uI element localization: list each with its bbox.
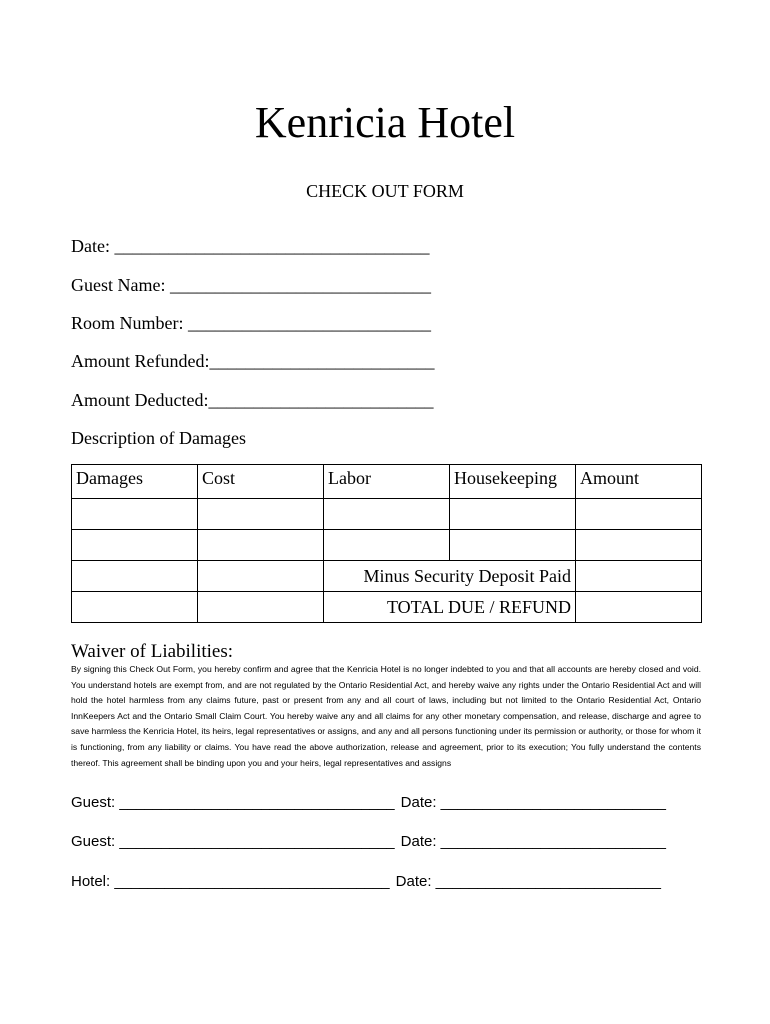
table-cell[interactable] <box>198 499 324 530</box>
signature-label: Guest: <box>71 833 116 850</box>
damages-table <box>71 464 702 623</box>
table-row <box>72 530 702 561</box>
table-cell[interactable] <box>324 499 450 530</box>
form-title: CHECK OUT FORM <box>306 181 464 201</box>
total-due-amount-cell[interactable] <box>576 592 702 623</box>
table-cell[interactable] <box>450 499 576 530</box>
room-number-field[interactable] <box>71 312 431 334</box>
signature-date-line: ___________________________ <box>436 794 666 811</box>
room-number-line: ___________________________ <box>183 313 431 333</box>
column-header-labor: Labor <box>324 465 450 499</box>
hotel-name-title: Kenricia Hotel <box>254 98 516 147</box>
column-header-amount: Amount <box>576 465 702 499</box>
guest-signature-row-2[interactable] <box>71 832 666 852</box>
signature-label: Guest: <box>71 794 116 811</box>
amount-refunded-field[interactable] <box>71 350 434 372</box>
table-cell[interactable] <box>450 530 576 561</box>
guest-name-line: _____________________________ <box>165 275 431 295</box>
signature-date-line: ___________________________ <box>436 833 666 850</box>
column-header-damages: Damages <box>72 465 198 499</box>
security-deposit-amount-cell[interactable] <box>576 561 702 592</box>
table-header-row <box>72 465 702 499</box>
table-cell[interactable] <box>198 530 324 561</box>
amount-deducted-line: _________________________ <box>208 390 434 410</box>
signature-line: _________________________________ <box>115 833 395 850</box>
signature-line: _________________________________ <box>110 873 390 890</box>
table-cell[interactable] <box>72 530 198 561</box>
table-row <box>72 561 702 592</box>
amount-refunded-label: Amount Refunded: <box>71 351 210 371</box>
signature-label: Hotel: <box>71 873 111 890</box>
table-cell[interactable] <box>72 561 198 592</box>
waiver-heading: Waiver of Liabilities: <box>71 641 234 662</box>
hotel-signature-row[interactable] <box>71 872 661 892</box>
table-cell[interactable] <box>576 499 702 530</box>
table-row <box>72 499 702 530</box>
date-label: Date: <box>71 236 110 256</box>
waiver-text: By signing this Check Out Form, you hereby confirm and agree that the Kenricia Hotel is no longer indebted to you and that all accounts are hereby closed and void. You understand hotels are exempt from, and are not regulated by the Ontario Residential Act, and hereby waive any rights under the Ontario Residential Act and will hold the hotel harmless from any claims future, past or present from any and all court of laws, including but not limited to the Ontario Residential Act, Ontario InnKeepers Act and the Ontario Small Claim Court. You hereby waive any and all claims for any other monetary compensation, and release, discharge and agree to save harmless the Kenricia Hotel, its heirs, legal representatives or assigns, and any and all persons functioning under its permission or authority, or those for whom it is functioning, from any liability or claims. You have read the above authorization, release and agreement, prior to its execution; You fully understand the contents thereof. This agreement shall be binding upon you and your heirs, legal representatives and assigns <box>71 664 701 768</box>
table-cell[interactable] <box>198 561 324 592</box>
damages-heading: Description of Damages <box>71 428 246 448</box>
amount-refunded-line: _________________________ <box>209 351 435 371</box>
table-cell[interactable] <box>324 530 450 561</box>
date-line: ___________________________________ <box>109 236 430 256</box>
amount-deducted-label: Amount Deducted: <box>71 390 209 410</box>
signature-date-line: ___________________________ <box>431 873 661 890</box>
signature-date-label: Date: <box>395 873 432 890</box>
security-deposit-label: Minus Security Deposit Paid <box>324 561 576 592</box>
amount-deducted-field[interactable] <box>71 389 433 411</box>
guest-signature-row-1[interactable] <box>71 793 666 813</box>
column-header-housekeeping: Housekeeping <box>450 465 576 499</box>
table-cell[interactable] <box>198 592 324 623</box>
table-cell[interactable] <box>72 592 198 623</box>
guest-name-field[interactable] <box>71 274 431 296</box>
room-number-label: Room Number: <box>71 313 184 333</box>
signature-date-label: Date: <box>400 833 437 850</box>
table-cell[interactable] <box>576 530 702 561</box>
table-cell[interactable] <box>72 499 198 530</box>
table-row <box>72 592 702 623</box>
date-field[interactable] <box>71 235 429 257</box>
signature-date-label: Date: <box>400 794 437 811</box>
column-header-cost: Cost <box>198 465 324 499</box>
total-due-label: TOTAL DUE / REFUND <box>324 592 576 623</box>
signature-line: _________________________________ <box>115 794 395 811</box>
guest-name-label: Guest Name: <box>71 275 166 295</box>
